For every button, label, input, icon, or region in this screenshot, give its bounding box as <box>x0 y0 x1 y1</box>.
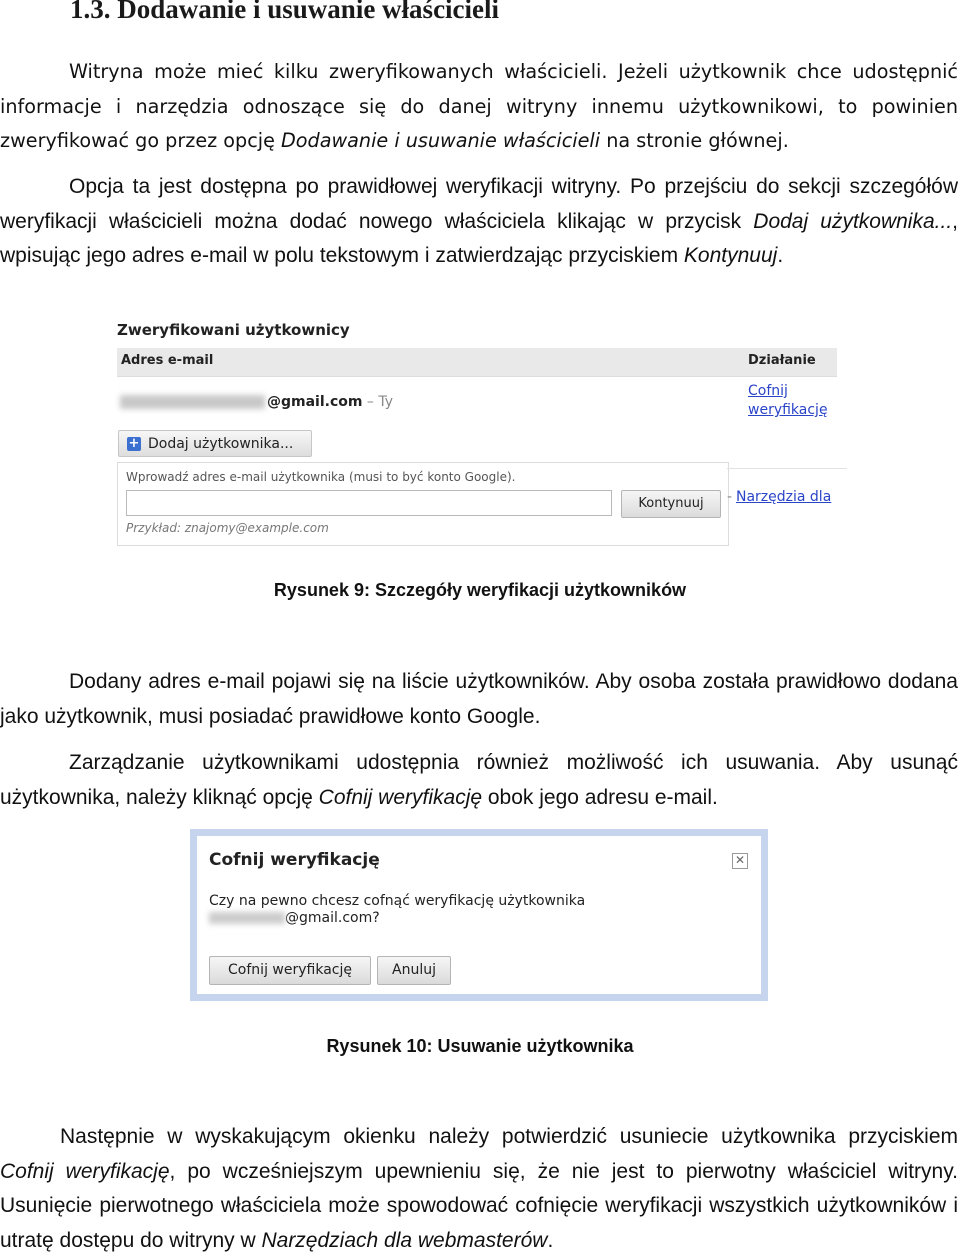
paragraph-4-text-b: obok jego adresu e-mail. <box>482 785 718 809</box>
paragraph-1 <box>0 55 958 159</box>
paragraph-5-emphasis-1: Cofnij weryfikację <box>0 1159 170 1183</box>
figure-revoke-dialog <box>190 829 768 1001</box>
paragraph-2-emphasis-1: Dodaj użytkownika... <box>753 209 953 233</box>
paragraph-5-text-c: . <box>547 1228 554 1252</box>
paragraph-4 <box>0 746 958 815</box>
dash: - <box>727 489 733 505</box>
email-example: Przykład: znajomy@example.com <box>126 521 329 535</box>
dialog-title: Cofnij weryfikację <box>209 850 380 870</box>
add-user-label: Dodaj użytkownika... <box>148 435 294 452</box>
paragraph-2-text-c: . <box>777 244 784 267</box>
email-input[interactable] <box>126 490 612 516</box>
user-email-row <box>120 394 393 410</box>
plus-icon: + <box>128 435 140 451</box>
figure-verified-users <box>112 318 852 550</box>
blurred-email-local-part <box>120 395 265 409</box>
paragraph-2-text-b: , wpisując jego adres e-mail w polu tekstowym i zatwierdzając przyciskiem <box>0 209 958 267</box>
dialog-message <box>209 893 729 927</box>
paragraph-5 <box>0 1120 958 1258</box>
divider <box>727 468 847 469</box>
cancel-button[interactable]: Anuluj <box>377 956 451 985</box>
webmaster-tools-link[interactable]: Narzędzia dla <box>736 489 832 505</box>
blurred-email-local-part <box>209 912 285 924</box>
confirm-revoke-button[interactable]: Cofnij weryfikację <box>209 956 371 985</box>
paragraph-2-text-a: Opcja ta jest dostępna po prawidłowej weryfikacji witryny. Po przejściu do sekcji szczegółów weryfikacji właścicieli można dodać nowego właściciela klikając w przycisk <box>0 175 958 233</box>
paragraph-5-emphasis-2: Narzędziach dla webmasterów <box>261 1228 548 1252</box>
section-heading: 1.3. Dodawanie i usuwanie właścicieli <box>70 0 500 24</box>
dialog-body <box>197 836 761 994</box>
continue-button[interactable]: Kontynuuj <box>621 490 721 518</box>
email-you-suffix: – Ty <box>362 394 394 410</box>
revoke-verification-link[interactable]: Cofnij weryfikację <box>748 383 828 418</box>
email-domain: @gmail.com <box>267 394 363 410</box>
paragraph-4-emphasis: Cofnij weryfikację <box>318 785 483 809</box>
column-email: Adres e-mail <box>121 353 214 368</box>
dialog-email-domain: @gmail.com? <box>285 910 380 926</box>
column-action: Działanie <box>748 353 816 368</box>
paragraph-1-emphasis: Dodawanie i usuwanie właścicieli <box>281 129 601 152</box>
add-user-button[interactable] <box>118 430 312 457</box>
paragraph-1-text-b: na stronie głównej. <box>600 129 789 152</box>
paragraph-5-text-b: , po wcześniejszym upewnieniu się, że nie jest to pierwotny właściciel witryny. Usunięcie pierwotnego właściciela może spowodować cofnięcie weryfikacji wszystkich użytkowników i utratę dostępu do witryny w <box>0 1159 958 1252</box>
paragraph-3-text: Dodany adres e-mail pojawi się na liście użytkowników. Aby osoba została prawidłowo dodana jako użytkownik, musi posiadać prawidłowe konto Google. <box>0 670 958 728</box>
figure-10-caption: Rysunek 10: Usuwanie użytkownika <box>326 1036 634 1056</box>
verified-users-title: Zweryfikowani użytkownicy <box>117 321 350 339</box>
close-icon[interactable]: ✕ <box>732 853 748 869</box>
paragraph-2 <box>0 170 958 274</box>
paragraph-3 <box>0 665 958 734</box>
email-prompt: Wprowadź adres e-mail użytkownika (musi to być konto Google). <box>126 470 516 484</box>
paragraph-1-text-a: Witryna może mieć kilku zweryfikowanych właścicieli. Jeżeli użytkownik chce udostępnić informacje i narzędzia odnoszące się do danej witryny innemu użytkownikowi, to powinien zweryfikować go przez opcję <box>0 60 958 152</box>
add-user-panel <box>117 462 729 546</box>
users-table-header <box>117 348 837 377</box>
paragraph-5-text-a: Następnie w wyskakującym okienku należy potwierdzić usuniecie użytkownika przyciskiem <box>60 1125 958 1148</box>
paragraph-4-text-a: Zarządzanie użytkownikami udostępnia również możliwość ich usuwania. Aby usunąć użytkownika, należy kliknąć opcję <box>0 751 958 809</box>
paragraph-2-emphasis-2: Kontynuuj <box>683 244 778 267</box>
dialog-message-text: Czy na pewno chcesz cofnąć weryfikację użytkownika <box>209 893 586 909</box>
figure-9-caption: Rysunek 9: Szczegóły weryfikacji użytkowników <box>273 580 687 600</box>
